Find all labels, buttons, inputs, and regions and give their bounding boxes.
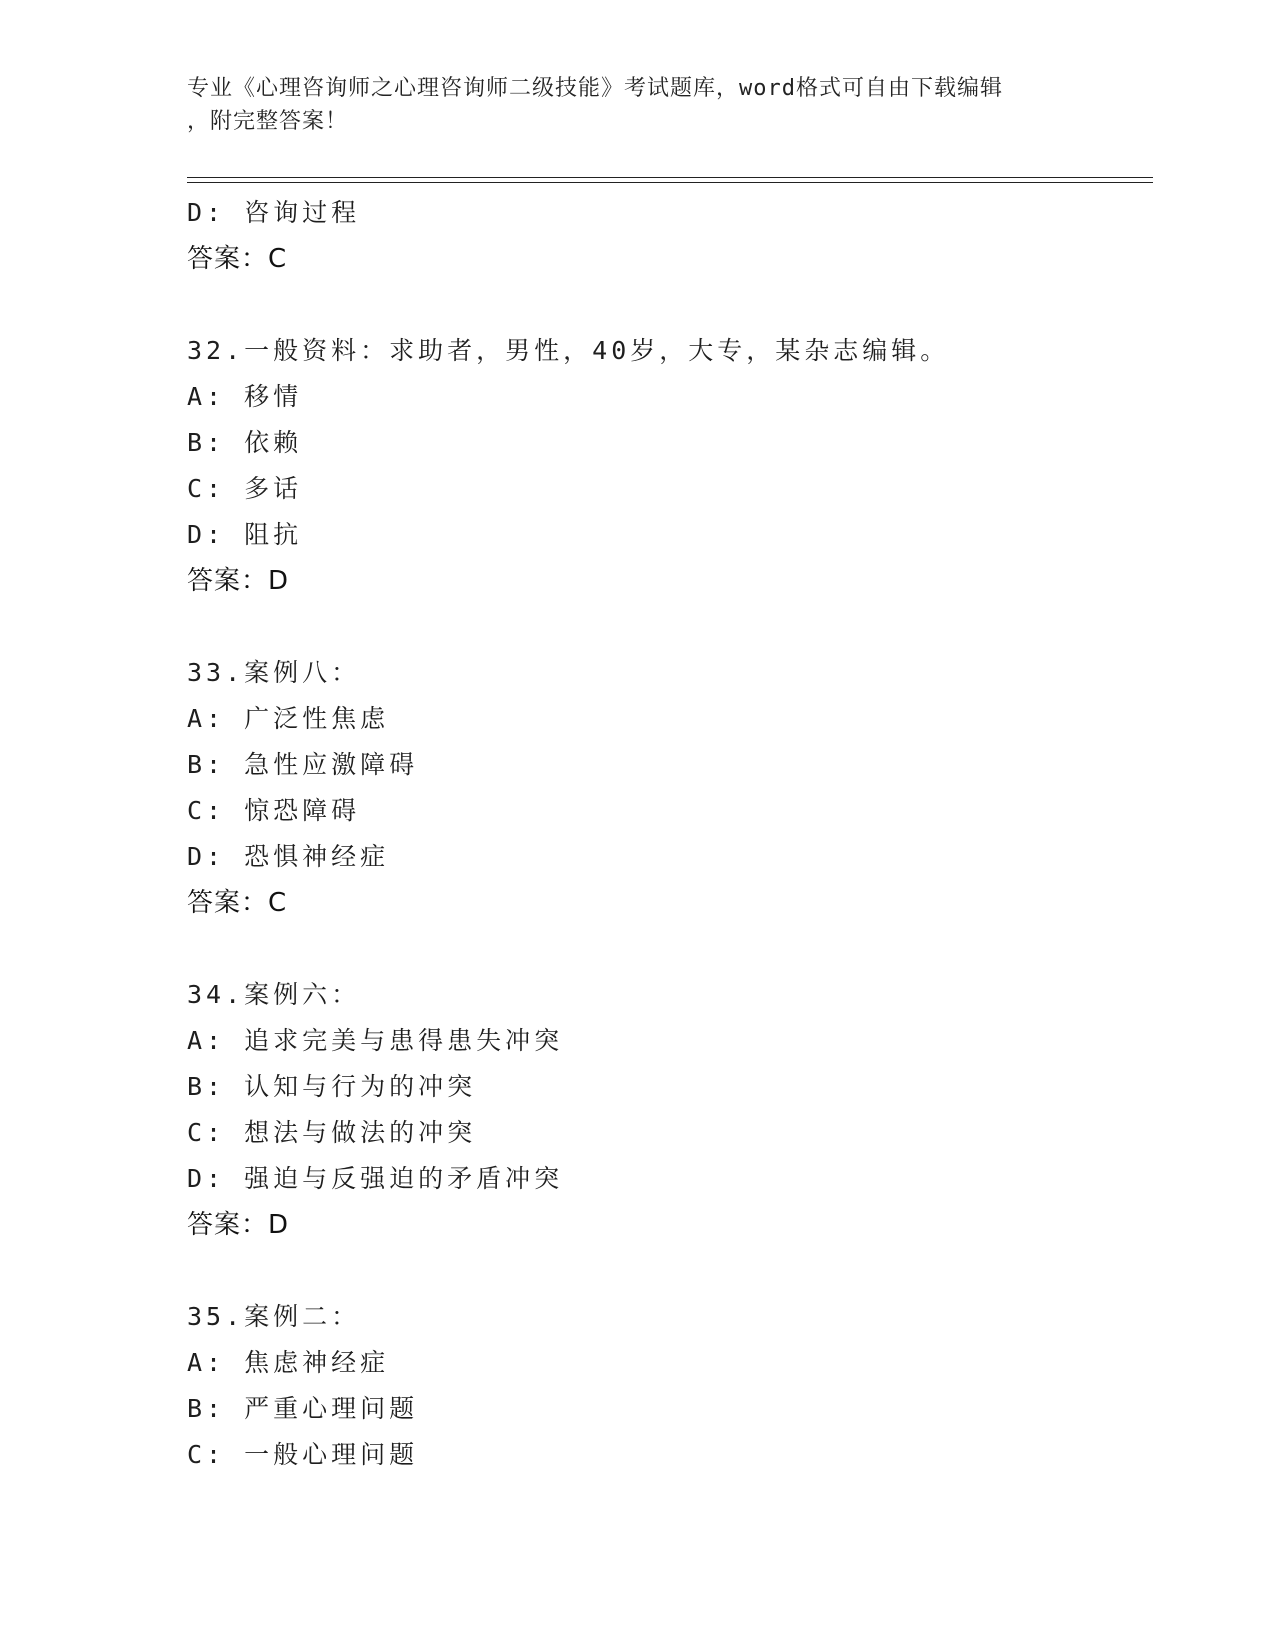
question-34	[187, 972, 1153, 1248]
question-35-option-c: C: 一般心理问题	[187, 1440, 419, 1469]
document-header	[187, 72, 1067, 138]
spacer	[187, 926, 1153, 972]
question-34-option-a: A: 追求完美与患得患失冲突	[187, 1026, 564, 1055]
question-33	[187, 650, 1153, 926]
question-34-option-d: D: 强迫与反强迫的矛盾冲突	[187, 1164, 564, 1193]
question-34-stem: 34.案例六：	[187, 980, 361, 1009]
question-32-stem: 32.一般资料：求助者，男性，40岁，大专，某杂志编辑。	[187, 336, 950, 365]
spacer	[187, 282, 1153, 328]
question-34-option-b: B: 认知与行为的冲突	[187, 1072, 477, 1101]
question-33-option-c: C: 惊恐障碍	[187, 796, 361, 825]
question-32-option-c: C: 多话	[187, 474, 303, 503]
question-32-option-a: A: 移情	[187, 382, 303, 411]
header-divider-bottom	[187, 182, 1153, 183]
question-33-option-d: D: 恐惧神经症	[187, 842, 390, 871]
header-divider-top	[187, 177, 1153, 178]
question-31-option-d: D: 咨询过程	[187, 198, 361, 227]
question-32-option-d: D: 阻抗	[187, 520, 303, 549]
question-list	[187, 190, 1153, 1478]
question-35-option-b: B: 严重心理问题	[187, 1394, 419, 1423]
question-33-option-a: A: 广泛性焦虑	[187, 704, 390, 733]
header-title-line-1: 专业《心理咨询师之心理咨询师二级技能》考试题库，word格式可自由下载编辑	[187, 76, 1003, 101]
question-32	[187, 328, 1153, 604]
spacer	[187, 604, 1153, 650]
question-32-answer: 答案：D	[187, 566, 290, 596]
question-32-option-b: B: 依赖	[187, 428, 303, 457]
question-35-stem: 35.案例二：	[187, 1302, 361, 1331]
question-33-stem: 33.案例八：	[187, 658, 361, 687]
question-35	[187, 1294, 1153, 1478]
question-34-option-c: C: 想法与做法的冲突	[187, 1118, 477, 1147]
question-31-tail	[187, 190, 1153, 282]
question-33-option-b: B: 急性应激障碍	[187, 750, 419, 779]
question-35-option-a: A: 焦虑神经症	[187, 1348, 390, 1377]
header-title-line-2: ，附完整答案！	[187, 109, 349, 134]
question-34-answer: 答案：D	[187, 1210, 290, 1240]
question-33-answer: 答案：C	[187, 888, 288, 918]
spacer	[187, 1248, 1153, 1294]
question-31-answer: 答案：C	[187, 244, 288, 274]
